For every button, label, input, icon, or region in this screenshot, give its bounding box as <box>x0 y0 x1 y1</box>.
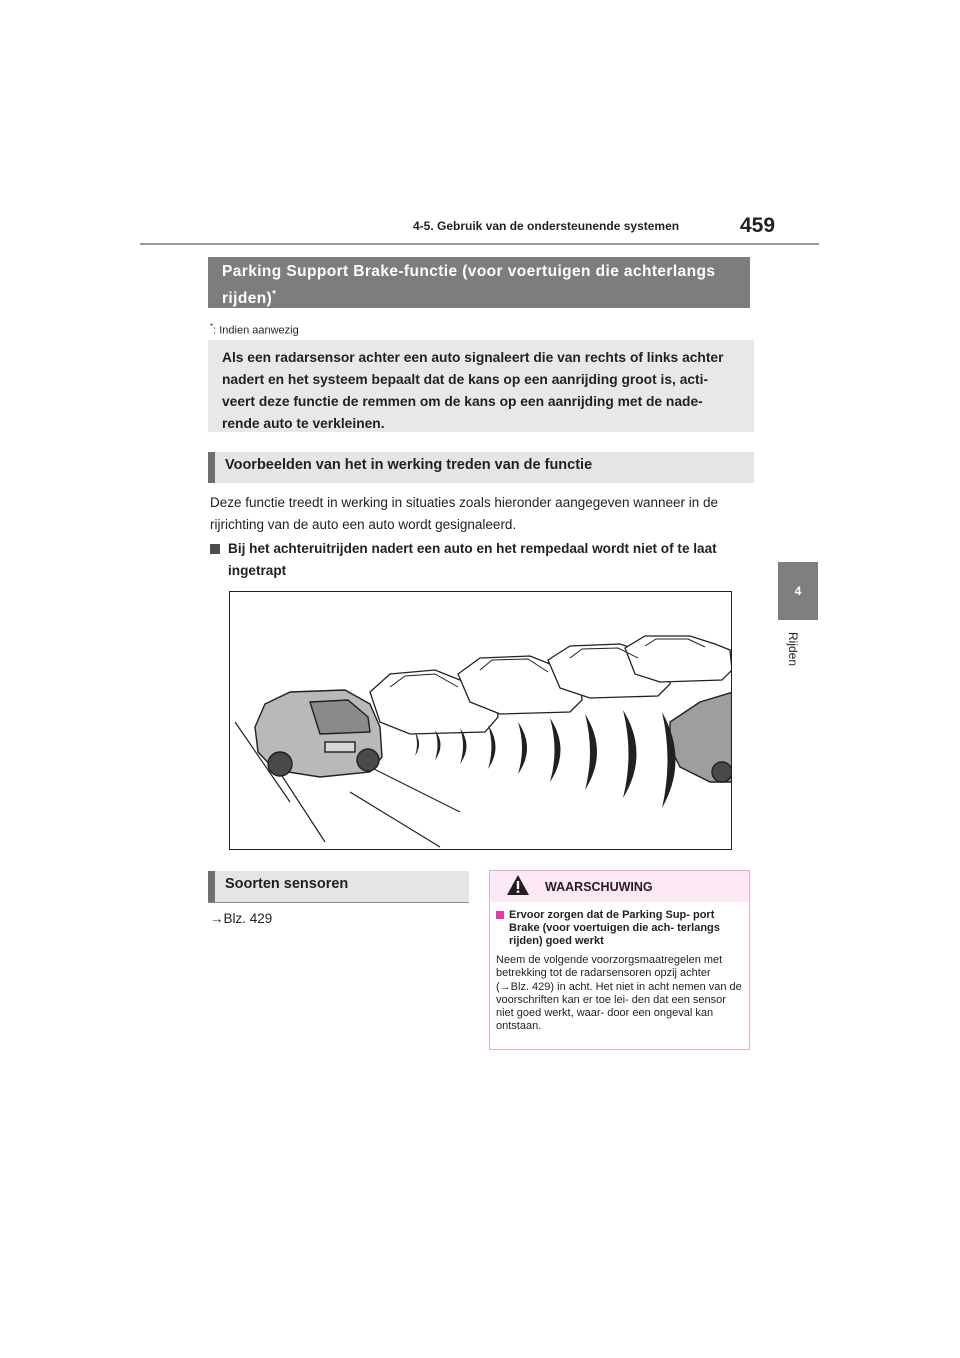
page-number: 459 <box>740 214 776 237</box>
chapter-label: Rijden <box>786 632 800 667</box>
footnote <box>210 322 299 337</box>
reversing-car-illustration <box>230 592 732 850</box>
warning-bullet <box>496 909 746 948</box>
sensors-heading: Soorten sensoren <box>208 871 469 902</box>
title-footnote-marker: * <box>272 289 277 300</box>
section-title-text: Parking Support Brake-functie (voor voertuigen die achterlangs rijden) <box>222 263 716 308</box>
sensors-page-reference: →Blz. 429 <box>210 911 273 926</box>
running-header-section: 4-5. Gebruik van de ondersteunende systemen <box>413 219 680 233</box>
examples-bullet-text: Bij het achteruitrijden nadert een auto en het rempedaal wordt niet of te laat ingetrapt <box>228 541 717 578</box>
examples-heading: Voorbeelden van het in werking treden van de functie <box>208 452 754 483</box>
bullet-square-icon <box>210 544 220 554</box>
warning-body: Neem de volgende voorzorgsmaatregelen met betrekking tot de radarsensoren opzij achter (→Blz. 429) in acht. Het niet in acht nemen van de voorschriften kan er toe lei- den dat een sensor niet goed werkt, waar- door een ongeval kan ontstaan. <box>496 954 742 1033</box>
chapter-tab <box>778 562 818 620</box>
warning-triangle-icon <box>506 874 530 896</box>
footnote-marker: * <box>210 322 214 331</box>
chapter-number: 4 <box>794 584 802 598</box>
warning-title: WAARSCHUWING <box>545 880 653 894</box>
warning-bullet-square-icon <box>496 911 504 919</box>
sensors-divider <box>208 902 469 903</box>
intro-summary: Als een radarsensor achter een auto signaleert die van rechts of links achter nadert en het systeem bepaalt dat de kans op een aanrijding groot is, acti- veert deze functie de remmen om de kans op een aanrijding met de nade- rende auto te verkleinen. <box>208 340 754 432</box>
examples-body: Deze functie treedt in werking in situaties zoals hieronder aangegeven wanneer in de rijrichting van de auto een auto wordt gesignaleerd. <box>210 495 719 532</box>
footnote-text: : Indien aanwezig <box>213 324 299 337</box>
chapter-label-wrapper <box>786 632 800 672</box>
examples-bullet <box>210 538 750 582</box>
header-divider <box>140 243 819 245</box>
section-title <box>208 257 750 308</box>
parking-illustration <box>229 591 732 850</box>
warning-bullet-text: Ervoor zorgen dat de Parking Sup- port Brake (voor voertuigen die ach- terlangs rijden) goed werkt <box>509 909 720 947</box>
